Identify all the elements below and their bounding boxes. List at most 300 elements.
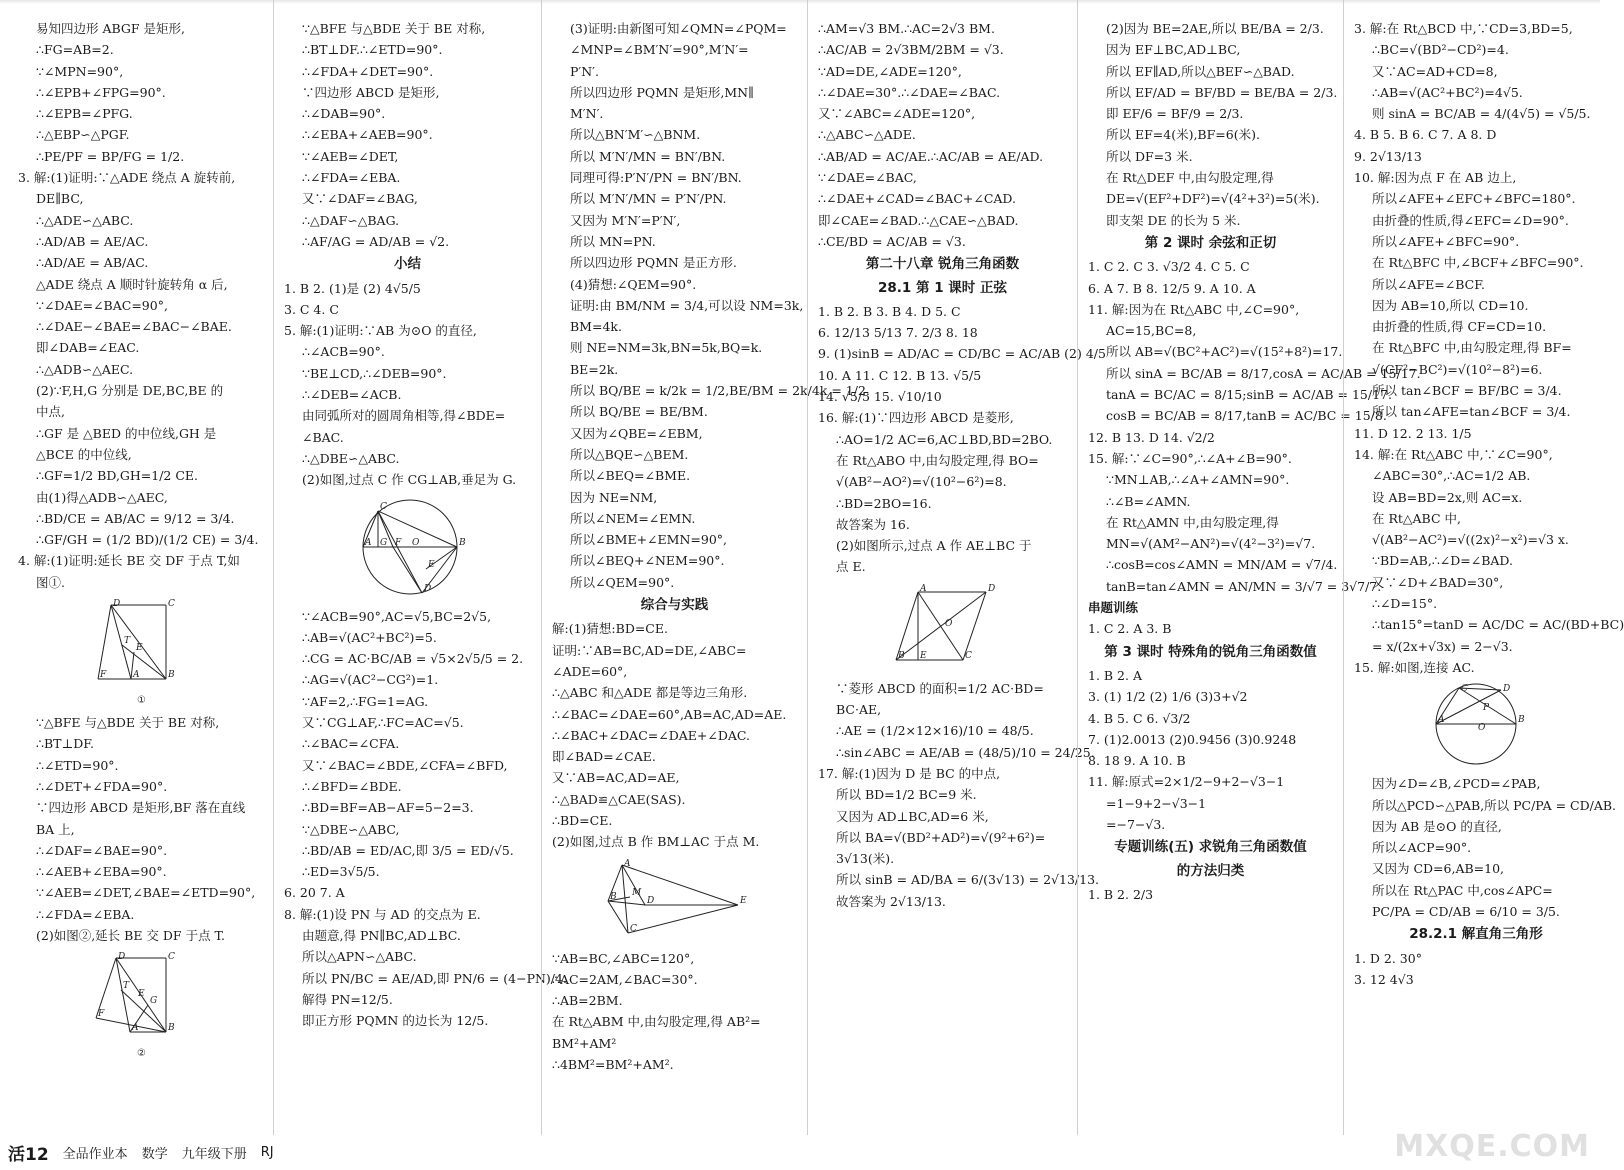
answer-line: △ADE 绕点 A 顺时针旋转角 α 后, [36,276,228,292]
answer-line: 由折叠的性质,得 CF=CD=10. [1372,319,1547,335]
answer-line: ∴∠BAC=∠DAE=60°,AB=AC,AD=AE. [552,706,787,722]
figure-point-label: D [987,583,995,594]
geometry-figure-fig5 [888,582,998,672]
answer-line: 11. 解:原式=2×1/2−9+2−√3−1 [1088,774,1285,790]
answer-line: ∴△DBE∽△ABC. [302,450,400,466]
answer-line: ∴4BM²=BM²+AM². [552,1057,674,1073]
answer-line: ∴PE/PF = BP/FG = 1/2. [36,148,185,164]
answer-line: 3. (1) 1/2 (2) 1/6 (3)3+√2 [1088,689,1248,705]
answer-line: 1. C 2. A 3. B [1088,621,1172,637]
answer-line: 所以 EF∥AD,所以△BEF∽△BAD. [1106,63,1295,79]
answer-line: ∴GF=1/2 BD,GH=1/2 CE. [36,468,199,484]
answer-line: 所以 EF=4(米),BF=6(米). [1106,127,1260,143]
figure-segment [622,865,738,905]
answer-line: √(CF²−BC²)=√(10²−8²)=6. [1372,361,1543,377]
figure-segment [896,592,986,660]
column-6 [1343,0,1624,1135]
answer-line: △BCE 的中位线, [36,446,132,462]
answer-line: ∴AM=√3 BM.∴AC=2√3 BM. [818,21,995,36]
figure-point-label: C [379,501,387,512]
answer-line: PC/PA = CD/AB = 6/10 = 3/5. [1372,903,1560,919]
answer-line: ∴△ADB∽△AEC. [36,361,134,377]
answer-line: ∴△DAF∽△BAG. [302,212,400,228]
section-heading: 小结 [394,256,421,273]
answer-line: ∴GF/GH = (1/2 BD)/(1/2 CE) = 3/4. [36,532,259,548]
answer-line: 1. D 2. 30° [1354,950,1422,966]
figure-point-label: C [629,923,637,934]
answer-line: ∴∠B=∠AMN. [1106,493,1191,509]
answer-line: 中点, [36,404,65,420]
answer-line: DE∥BC, [36,191,84,207]
answer-line: 由题意,得 PN∥BC,AD⊥BC. [302,927,461,943]
figure-point-label: O [1478,723,1486,734]
answer-line: ∴AD/AB = AE/AC. [36,233,149,249]
answer-line: 由同弧所对的圆周角相等,得∠BDE= [302,408,506,424]
figure-segment [111,605,166,679]
figure-point-label: P [1483,703,1490,714]
edition-label: RJ [260,1144,274,1160]
answer-line: = x/(2x+√3x) = 2−√3. [1372,638,1513,654]
answer-line: ∴CE/BD = AC/AB = √3. [818,233,966,249]
answer-line: ∴∠DAB=90°. [302,106,386,122]
answer-line: 所以 sinA = BC/AB = 8/17,cosA = AC/AB = 15/17. [1106,365,1421,381]
answer-line: M′N′. [570,106,604,122]
figure-point-label: C [1461,684,1468,695]
answer-line: ∴BT⊥DF. [36,736,94,752]
answer-line: 所以 BQ/BE = BE/BM. [570,404,708,420]
answer-line: 所以∠ACP=90°. [1372,840,1472,856]
column-1 [8,0,273,1135]
answer-line: ∴tan15°=tanD = AC/DC = AC/(BD+BC) [1372,617,1624,633]
figure-point-label: E [135,643,143,654]
figure-point-label: C [964,650,972,661]
answer-line: 所以四边形 PQMN 是矩形,MN∥ [570,84,754,100]
answer-line: 由折叠的性质,得∠EFC=∠D=90°. [1372,212,1569,228]
figure-point-label: B [458,537,466,548]
answer-line: ∴∠BFD=∠BDE. [302,778,402,794]
answer-line: AC=15,BC=8, [1106,323,1197,339]
answer-line: 即∠DAB=∠EAC. [36,340,140,356]
section-heading: 第二十八章 锐角三角函数 [865,256,1020,273]
answer-line: 由(1)得△ADB∽△AEC, [36,489,168,505]
figure-point-label: A [1438,715,1445,726]
answer-line: ∴BD/AB = ED/AC,即 3/5 = ED/√5. [302,842,514,858]
answer-line: 8. 解:(1)设 PN 与 AD 的交点为 E. [284,906,481,922]
figure-caption: ① [136,695,146,707]
figure-segment [622,865,628,933]
answer-line: √(AB²−AO²)=√(10²−6²)=8. [836,474,1007,490]
figure-segment [608,901,628,933]
answer-line: ∴cosB=cos∠AMN = MN/AM = √7/4. [1106,557,1338,573]
answer-line: ∵四边形 ABCD 是矩形, [302,84,440,100]
answer-line: 同理可得:P′N′/PN = BN′/BN. [570,170,742,186]
section-heading: 第 3 课时 特殊角的锐角三角函数值 [1104,643,1317,660]
answer-line: 所以∠AFE+∠EFC+∠BFC=180°. [1372,191,1576,207]
answer-line: 11. D 12. 2 13. 1/5 [1354,425,1472,441]
answer-line: 所以∠AFE+∠BFC=90°. [1372,233,1520,249]
geometry-figure-fig2 [86,950,196,1059]
answer-line: 所以 tan∠BCF = BF/BC = 3/4. [1372,383,1562,399]
answer-line: 所以∠NEM=∠EMN. [570,510,696,526]
answer-line: ∵四边形 ABCD 是矩形,BF 落在直线 [36,800,246,816]
answer-line: ∴GF 是 △BED 的中位线,GH 是 [36,425,217,441]
answer-line: ∴∠D=15°. [1372,596,1438,612]
answer-line: (4)猜想:∠QEM=90°. [570,276,697,292]
answer-line: ∴△BAD≌△CAE(SAS). [552,791,686,807]
figure-point-label: E [427,559,435,570]
answer-line: (2)如图,过点 B 作 BM⊥AC 于点 M. [552,834,760,850]
section-heading: 第 2 课时 余弦和正切 [1144,234,1277,251]
answer-line: ∴∠DAE+∠CAD=∠BAC+∠CAD. [818,191,1016,207]
answer-line: ∴AO=1/2 AC=6,AC⊥BD,BD=2BO. [836,431,1053,447]
answer-line: 所以∠BEQ=∠BME. [570,468,691,484]
figure-point-label: G [379,537,387,548]
answer-line: ∵MN⊥AB,∴∠A+∠AMN=90°. [1106,472,1290,488]
answer-line: ∴BT⊥DF.∴∠ETD=90°. [302,42,443,58]
answer-line: 又∵∠BAC=∠BDE,∠CFA=∠BFD, [302,757,508,773]
figure-point-label: F [99,670,106,681]
answer-line: 证明:∵AB=BC,AD=DE,∠ABC= [552,642,747,658]
answer-line: 点 E. [836,559,866,575]
figure-point-label: E [919,650,927,661]
geometry-figure-fig3 [328,495,488,600]
answer-line: ∠MNP=∠BM′N′=90°,M′N′= [570,42,749,58]
answer-line: ∴BD=CE. [552,812,613,828]
figure-point-label: C [167,599,175,610]
answer-line: ∴FG=AB=2. [36,42,114,58]
figure-point-label: D [117,952,125,963]
figure-point-label: A [364,537,371,548]
figure-point-label: O [411,537,419,548]
answer-line: ∴∠ETD=90°. [36,757,119,773]
answer-line: DE=√(EF²+DF²)=√(4²+3²)=5(米). [1106,191,1320,207]
figure-segment [963,592,986,660]
answer-line: (2)∵F,H,G 分别是 DE,BC,BE 的 [36,383,224,399]
answer-line: 即 EF/6 = BF/9 = 2/3. [1106,106,1244,122]
answer-line: 在 Rt△ABO 中,由勾股定理,得 BO= [836,452,1039,468]
answer-line: 在 Rt△ABM 中,由勾股定理,得 AB²= [552,1014,761,1030]
answer-line: 又∵CG⊥AF,∴FC=AC=√5. [302,715,464,731]
answer-line: 又因为 M′N′=P′N′, [570,212,681,228]
answer-line: ∵△BFE 与△BDE 关于 BE 对称, [302,21,486,36]
answer-line: ∴∠BAC+∠DAC=∠DAE+∠DAC. [552,727,750,743]
answer-line: 1. B 2. 2/3 [1088,886,1154,902]
answer-line: 所以∠BME+∠EMN=90°, [570,532,727,548]
answer-line: ∴BD=BF=AB−AF=5−2=3. [302,800,474,816]
answer-line: ∴AB=√(AC²+BC²)=4√5. [1372,84,1523,100]
answer-line: ∵∠ACB=90°,AC=√5,BC=2√5, [302,608,492,624]
answer-line: 6. 20 7. A [284,885,345,901]
answer-line: 故答案为 16. [836,516,910,532]
answer-line: BM²+AM² [552,1035,617,1051]
answer-line: 1. B 2. A [1088,667,1142,683]
geometry-figure-fig6 [1421,682,1531,767]
answer-line: ∴BD/CE = AB/AC = 9/12 = 3/4. [36,510,235,526]
subsection-heading: 串题训练 [1088,600,1139,616]
answer-line: 所以四边形 PQMN 是正方形. [570,255,737,271]
answer-line: 又∵∠DAF=∠BAG, [302,191,418,207]
answer-line: 所以 M′N′/MN = P′N′/PN. [570,191,727,207]
answer-line: 所以 DF=3 米. [1106,148,1193,164]
answer-line: ∴AC/AB = 2√3BM/2BM = √3. [818,42,1004,58]
column-4 [807,0,1106,1135]
figure-point-label: A [623,858,630,869]
subject-label: 数学 [141,1146,168,1162]
answer-line: 所以∠BEQ+∠NEM=90°. [570,553,725,569]
figure-point-label: F [394,537,401,548]
answer-line: ∴AF/AG = AD/AB = √2. [302,233,450,249]
answer-line: 15. 解:∵∠C=90°,∴∠A+∠B=90°. [1088,450,1292,466]
figure-point-label: A [919,583,926,594]
answer-line: 所以 MN=PN. [570,233,656,249]
answer-line: ∴AB/AD = AC/AE.∴AC/AB = AE/AD. [818,148,1044,164]
figure-point-label: E [739,895,747,906]
answer-line: 3. C 4. C [284,301,339,317]
answer-line: 4. B 5. C 6. √3/2 [1088,710,1191,726]
geometry-figure-fig1 [86,597,196,706]
answer-line: 即∠BAD=∠CAE. [552,749,656,765]
answer-line: ∴∠DAE=30°.∴∠DAE=∠BAC. [818,84,1001,100]
answer-line: 所以 PN/BC = AE/AD,即 PN/6 = (4−PN)/4. [302,970,567,986]
answer-line: ∴CG = AC·BC/AB = √5×2√5/5 = 2. [302,651,524,667]
answer-line: 图①. [36,574,65,590]
answer-line: ∴∠DAE−∠BAE=∠BAC−∠BAE. [36,319,232,335]
answer-line: ∴△ABC 和△ADE 都是等边三角形. [552,685,748,701]
answer-line: 14. 解:在 Rt△ABC 中,∵∠C=90°, [1354,446,1553,462]
answer-line: =1−9+2−√3−1 [1106,795,1207,811]
answer-line: 3√13(米). [836,851,895,867]
answer-line: (2)如图所示,过点 A 作 AE⊥BC 于 [836,538,1032,554]
answer-line: ∴BD=2BO=16. [836,495,932,511]
figure-point-label: D [1503,684,1511,695]
answer-line: 4. B 5. B 6. C 7. A 8. D [1354,127,1497,143]
answer-line: 易知四边形 ABGF 是矩形, [36,21,186,36]
watermark-logo: MXQE.COM [1394,1129,1590,1164]
answer-line: ∴∠DAF=∠BAE=90°. [36,842,168,858]
answer-line: 在 Rt△AMN 中,由勾股定理,得 [1106,514,1279,530]
figure-segment [393,547,422,593]
answer-line: 解得 PN=12/5. [302,991,393,1007]
answer-line: ∵菱形 ABCD 的面积=1/2 AC·BD= [836,680,1044,696]
answer-line: ∴∠DET+∠FDA=90°. [36,778,168,794]
figure-point-label: A [132,670,139,681]
answer-line: ∴∠EPB+∠FPG=90°. [36,84,166,100]
answer-line: ∵AB=BC,∠ABC=120°, [552,950,695,966]
answer-line: 8. 18 9. A 10. B [1088,753,1186,769]
section-heading: 28.1 第 1 课时 正弦 [877,279,1007,296]
figure-point-label: O [944,618,952,629]
answer-line: ∴ED=3√5/5. [302,864,380,880]
figure-point-label: B [1518,715,1525,726]
figure-point-label: E [137,989,145,1000]
answer-line: ∴AC=2AM,∠BAC=30°. [552,971,698,987]
answer-line: 所以 BA=√(BD²+AD²)=√(9²+6²)= [836,829,1046,845]
answer-line: 7. (1)2.0013 (2)0.9456 (3)0.9248 [1088,731,1297,747]
answer-line: 在 Rt△ABC 中, [1372,510,1461,526]
figure-point-label: B [167,1023,175,1034]
answer-line: (3)证明:由新图可知∠QMN=∠PQM= [570,21,787,36]
answer-line: 3. 解:(1)证明:∵△ADE 绕点 A 旋转前, [18,170,236,186]
answer-line: ∴∠ACB=90°. [302,344,385,360]
answer-line: 故答案为 2√13/13. [836,893,946,909]
answer-line: 6. A 7. B 8. 12/5 9. A 10. A [1088,280,1256,296]
answer-line: BM=4k. [570,319,622,335]
figure-segment [378,511,422,593]
section-heading: 的方法归类 [1176,862,1245,879]
answer-line: 3. 解:在 Rt△BCD 中,∵CD=3,BD=5, [1354,21,1573,36]
answer-line: 又因为 CD=6,AB=10, [1372,861,1505,877]
answer-line: (2)如图②,延长 BE 交 DF 于点 T. [36,927,226,943]
answer-line: 即∠CAE=∠BAD.∴△CAE∽△BAD. [818,212,1019,228]
answer-line: 15. 解:如图,连接 AC. [1354,659,1475,675]
answer-line: ∴∠DEB=∠ACB. [302,387,402,403]
answer-line: ∴∠BAC=∠CFA. [302,736,400,752]
answer-line: 因为 AB 是⊙O 的直径, [1372,818,1502,834]
answer-line: cosB = BC/AB = 8/17,tanB = AC/BC = 15/8. [1106,408,1387,424]
answer-line: 则 sinA = BC/AB = 4/(4√5) = √5/5. [1372,106,1591,122]
answer-line: BC·AE, [836,702,882,718]
figure-point-label: T [122,981,129,992]
figure-point-label: A [131,1023,138,1034]
answer-line: 因为∠D=∠B,∠PCD=∠PAB, [1372,776,1541,792]
figure-segment [98,605,111,679]
answer-line: ∴BC=√(BD²−CD²)=4. [1372,42,1509,58]
answer-line: 所以 BD=1/2 BC=9 米. [836,787,977,803]
answer-line: ∴△EBP∽△PGF. [36,127,130,143]
answer-line: =−7−√3. [1106,816,1166,832]
answer-line: 所以在 Rt△PAC 中,cos∠APC= [1372,882,1553,898]
answer-line: BE=2k. [570,361,619,377]
answer-line: 解:(1)猜想:BD=CE. [552,621,668,637]
answer-line: 因为 AB=10,所以 CD=10. [1372,297,1529,313]
answer-line: 所以△BN′M′∽△BNM. [570,127,701,143]
answer-line: 又因为∠QBE=∠EBM, [570,425,703,441]
answer-line: 所以∠AFE=∠BCF. [1372,276,1485,292]
answer-line: ∠ADE=60°, [552,663,628,679]
answer-line: ∠ABC=30°,∴AC=1/2 AB. [1372,468,1531,484]
answer-line: 所以△APN∽△ABC. [302,949,417,965]
answer-line: tanB=tan∠AMN = AN/MN = 3/√7 = 3√7/7. [1106,578,1382,594]
answer-line: 10. 解:因为点 F 在 AB 边上, [1354,170,1517,186]
answer-line: ∵∠AEB=∠DET,∠BAE=∠ETD=90°, [36,885,256,901]
answer-line: 又因为 AD⊥BC,AD=6 米, [836,808,989,824]
page-footer [8,1140,274,1164]
answer-line: ∴sin∠ABC = AE/AB = (48/5)/10 = 24/25. [836,744,1095,760]
answer-line: ∴AD/AE = AB/AC. [36,255,149,271]
answer-line: 在 Rt△BFC 中,∠BCF+∠BFC=90°. [1372,255,1584,271]
answer-line: ∴∠FDA=∠EBA. [36,906,135,922]
answer-line: ∴∠EBA+∠AEB=90°. [302,127,433,143]
answer-line: 证明:由 BM/NM = 3/4,可以设 NM=3k, [570,297,804,313]
answer-line: BA 上, [36,821,75,837]
answer-line: 3. 12 4√3 [1354,971,1414,987]
answer-line: 14. √5/5 15. √10/10 [818,389,942,405]
section-heading: 综合与实践 [640,597,709,614]
answer-line: ∵BD=AB,∴∠D=∠BAD. [1372,553,1513,569]
answer-line: 即正方形 PQMN 的边长为 12/5. [302,1013,489,1029]
answer-line: ∵AF=2,∴FG=1=AG. [302,693,429,709]
answer-line: 设 AB=BD=2x,则 AC=x. [1372,489,1523,505]
answer-line: 所以 AB=√(BC²+AC²)=√(15²+8²)=17. [1106,344,1343,360]
answer-line: ∴AB=2BM. [552,993,623,1009]
figure-caption: ② [136,1048,146,1060]
answer-line: ∵AD=DE,∠ADE=120°, [818,63,962,79]
answer-line: 所以 M′N′/MN = BN′/BN. [570,148,726,164]
answer-line: 9. (1)sinB = AD/AC = CD/BC = AC/AB (2) 4/5 [818,346,1106,362]
answer-line: 又∵∠ABC=∠ADE=120°, [818,106,976,122]
answer-line: ∴∠FDA=∠EBA. [302,170,401,186]
answer-line: 因为 NE=NM, [570,489,658,505]
answer-line: ∴△ABC∽△ADE. [818,127,916,143]
answer-line: ∵△BFE 与△BDE 关于 BE 对称, [36,715,220,731]
answer-line: 17. 解:(1)因为 D 是 BC 的中点, [818,765,1001,781]
geometry-figure-fig4 [600,857,750,942]
figure-point-label: B [897,650,905,661]
answer-line: ∵BE⊥CD,∴∠DEB=90°. [302,365,447,381]
answer-line: tanA = BC/AC = 8/15;sinB = AC/AB = 15/17. [1106,387,1392,403]
answer-line: 9. 2√13/13 [1354,148,1422,164]
answer-line: 5. 解:(1)证明:∵AB 为⊙O 的直径, [284,323,477,339]
figure-point-label: F [97,1009,104,1020]
answer-line: ∴∠AEB+∠EBA=90°. [36,864,167,880]
answer-line: ∵∠DAE=∠BAC=90°, [36,297,168,313]
answer-line: 所以 EF/AD = BF/BD = BE/BA = 2/3. [1106,84,1338,100]
answer-line: 因为 EF⊥BC,AD⊥BC, [1106,42,1241,58]
figure-point-label: M [631,887,641,898]
figure-point-label: T [123,636,130,647]
figure-segment [1436,690,1501,724]
answer-line: 又∵∠D+∠BAD=30°, [1372,574,1504,590]
answer-line: (2)如图,过点 C 作 CG⊥AB,垂足为 G. [302,472,517,488]
answer-line: 10. A 11. C 12. B 13. √5/5 [818,367,982,383]
book-title: 全品作业本 [62,1146,128,1162]
section-heading: 28.2.1 解直角三角形 [1409,926,1543,943]
figure-point-label: G [149,996,157,1007]
answer-line: ∴△ADE∽△ABC. [36,212,134,228]
figure-point-label: D [112,599,120,610]
answer-line: 所以 sinB = AD/BA = 6/(3√13) = 2√13/13. [836,872,1100,888]
column-2 [273,0,567,1135]
answer-line: ∠BAC. [302,429,344,445]
answer-line: 12. B 13. D 14. √2/2 [1088,429,1215,445]
answer-line: ∴∠EPB=∠PFG. [36,106,133,122]
figure-point-label: D [423,583,431,594]
answer-line: (2)因为 BE=2AE,所以 BE/BA = 2/3. [1106,21,1324,36]
answer-line: ∴AE = (1/2×12×16)/10 = 48/5. [836,723,1034,739]
figure-point-label: B [609,891,617,902]
answer-line: 16. 解:(1)∵四边形 ABCD 是菱形, [818,410,1014,426]
answer-line: 在 Rt△DEF 中,由勾股定理,得 [1106,170,1274,186]
answer-line: ∵∠DAE=∠BAC, [818,170,917,186]
answer-line: 1. B 2. B 3. B 4. D 5. C [818,303,961,319]
answer-line: √(AB²−AC²)=√((2x)²−x²)=√3 x. [1372,532,1569,548]
answer-line: 6. 12/13 5/13 7. 2/3 8. 18 [818,325,978,341]
grade-label: 九年级下册 [181,1146,247,1162]
answer-line: 4. 解:(1)证明:延长 BE 交 DF 于点 T,如 [18,553,240,569]
answer-line: 所以△PCD∽△PAB,所以 PC/PA = CD/AB. [1372,797,1617,813]
figure-point-label: C [167,952,175,963]
figure-segment [896,592,918,660]
figure-point-label: B [167,670,175,681]
answer-line: 所以△BQE∽△BEM. [570,446,689,462]
answer-line: 11. 解:因为在 Rt△ABC 中,∠C=90°, [1088,301,1300,317]
answer-line: 1. C 2. C 3. √3/2 4. C 5. C [1088,259,1250,275]
figure-point-label: D [646,895,654,906]
answer-line: 所以 BQ/BE = k/2k = 1/2,BE/BM = 2k/4k = 1/2. [570,383,870,399]
answer-line: MN=√(AM²−AN²)=√(4²−3²)=√7. [1106,536,1316,552]
answer-line: ∴AG=√(AC²−CG²)=1. [302,672,439,688]
answer-line: 又∵AB=AC,AD=AE, [552,770,680,786]
